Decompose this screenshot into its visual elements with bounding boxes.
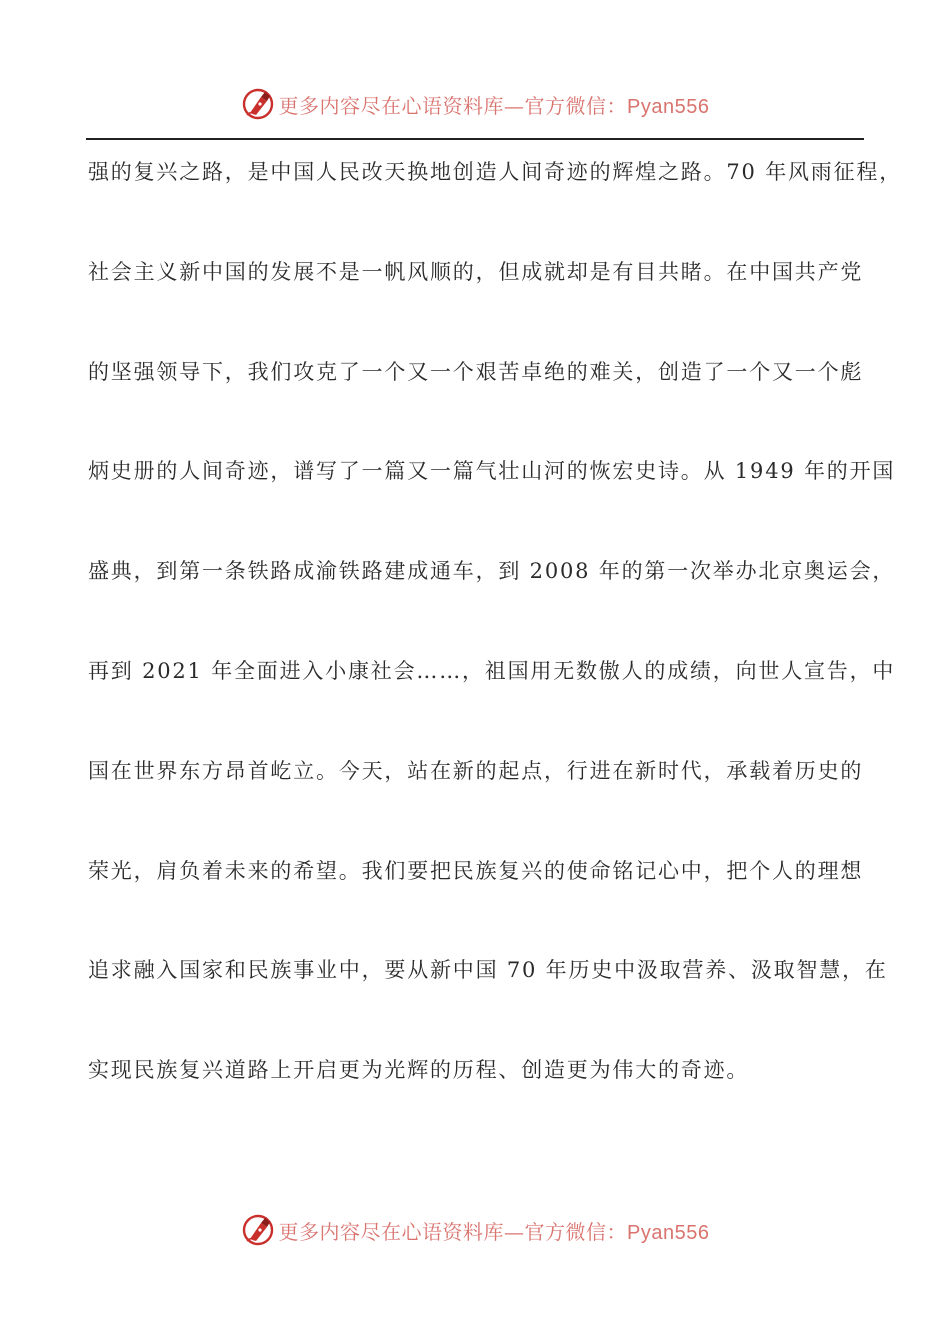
footer-wechat-id: Pyan556 [627,1221,710,1244]
body-line: 再到 2021 年全面进入小康社会……，祖国用无数傲人的成绩，向世人宣告，中 [88,658,896,683]
header-wechat-id: Pyan556 [627,95,710,118]
body-line: 强的复兴之路，是中国人民改天换地创造人间奇迹的辉煌之路。70 年风雨征程， [88,160,902,184]
body-line: 荣光，肩负着未来的希望。我们要把民族复兴的使命铭记心中，把个人的理想 [88,858,864,883]
header-banner-text: 更多内容尽在心语资料库—官方微信：Pyan556 [278,93,710,118]
footer-banner [0,1210,950,1250]
footer-banner-text: 更多内容尽在心语资料库—官方微信：Pyan556 [278,1219,710,1244]
body-line: 炳史册的人间奇迹，谱写了一篇又一篇气壮山河的恢宏史诗。从 1949 年的开国 [88,459,896,484]
fountain-pen-logo-icon [241,1213,275,1247]
body-line: 社会主义新中国的发展不是一帆风顺的，但成就却是有目共睹。在中国共产党 [88,259,864,284]
header-divider [86,138,864,140]
body-line: 的坚强领导下，我们攻克了一个又一个艰苦卓绝的难关，创造了一个又一个彪 [88,359,864,384]
body-line: 国在世界东方昂首屹立。今天，站在新的起点，行进在新时代，承载着历史的 [88,758,864,783]
body-line: 盛典，到第一条铁路成渝铁路建成通车，到 2008 年的第一次举办北京奥运会， [88,559,896,584]
document-body [88,146,902,1144]
body-line: 实现民族复兴道路上开启更为光辉的历程、创造更为伟大的奇迹。 [88,1058,750,1083]
fountain-pen-logo-icon [241,87,275,121]
body-line: 追求融入国家和民族事业中，要从新中国 70 年历史中汲取营养、汲取智慧，在 [88,958,888,983]
header-banner [0,84,950,124]
